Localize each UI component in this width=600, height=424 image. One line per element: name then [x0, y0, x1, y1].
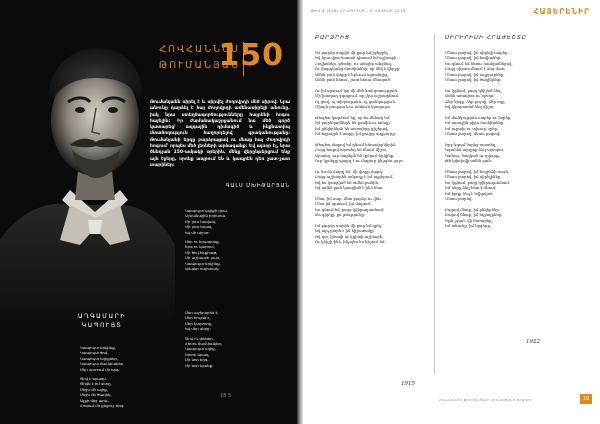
stanza: [185, 208, 228, 235]
stanza: [80, 376, 124, 408]
stanza: [315, 142, 430, 164]
poem-line: Ու մարդկանց ճամփաներ, որ մեկ է վերջը։: [315, 66, 401, 71]
poem-line: Իմ մանկության սարեր ու ձորեր,: [445, 114, 512, 120]
poem-line: Մնաս բարով, իմ աղբյուրներ,: [445, 71, 505, 77]
poem-2: [445, 36, 585, 234]
poem-line: Իմ բարձր սարին մի քար եմ իջեցրել,: [315, 49, 389, 55]
poem-line: Ձեր երգը, ձեր լույսը, ձեր օդը,: [445, 98, 506, 104]
poem-line: Մնաս բարով, մնաս բարով։: [445, 131, 501, 136]
poem-line: Թեպետ կարծում եք, որ ես մենակ եմ,: [315, 114, 391, 120]
poem-line: Եվ կկարոտեմ ձեզ միշտ։: [445, 104, 495, 109]
poem-line: Մեջս մի ալիք,: [80, 386, 108, 392]
poem-line: Հովիտներ, գետեր, ու ամպեր անցնող,: [315, 60, 393, 66]
left-poem-column-2: [185, 208, 228, 275]
issue-line: ԹԻՎ 4 (128) 27 ԱՊՐԻԼԻ – 5 ՄԱՅԻՍԻ 2019: [311, 9, 406, 13]
poem-line: Մի լուռ նավակ,: [185, 218, 217, 224]
left-poem-column-3: [185, 310, 222, 372]
poem-line: Կապույտ ալիքի վրա,: [185, 208, 229, 213]
poem-line: Հոգում մի քնքուշ երգ։: [80, 403, 125, 409]
poem-line: Եվ նրա վրա նստած դիտում եմ աշխարհ,: [315, 55, 398, 60]
poem-line: Ով գա, կնստի ու կդիտի աշխարհ,: [315, 233, 384, 239]
left-page-number: 18 5: [220, 393, 232, 399]
poem-line: Մի լուռ երազ,: [185, 224, 213, 230]
poem-line: Ամեն բան փոքր է երևում այստեղից,: [315, 71, 389, 77]
poem-line: Մի աշխարհ լույս,: [185, 255, 221, 261]
poem-line: Մի խաղաղ զգացում, որ չկա աշխարհում,: [315, 93, 400, 98]
poem-line: Մեր հույսն է,: [185, 315, 211, 321]
poem-line: Ուր կյանքը պարզ է ու մաքուր ինչպես լույս։: [315, 158, 404, 163]
poem-line: Կապույտ ծով,: [80, 350, 109, 356]
poem-line: Իմ առաջին սիրո ճամփաներ,: [445, 120, 505, 125]
poem-line: Ես կգնամ, բայց կհիշեմ ձեզ,: [445, 87, 502, 93]
stanza: [445, 142, 585, 164]
stanza: [315, 50, 430, 83]
poem-line: Մնաս բարով։: [445, 196, 473, 201]
poem-line: Իմ ընկերներն են աստղերը գիշերով,: [315, 125, 389, 131]
stanza: [445, 115, 585, 137]
poem-line: Իմ ուրախ ու տխուր օրեր,: [445, 125, 499, 131]
poem-line: Բարով մնաք, իմ եղբայրներ,: [445, 212, 503, 217]
poem-line: Մնաս բարով, իմ հովիտներ,: [445, 55, 502, 60]
poem-line: Ու կհիշի ինձ, ինչպես ես հիշում եմ։: [315, 239, 386, 244]
poem-line: Մնաս բարով, իմ ծաղիկներ։: [445, 77, 502, 82]
poem-2-year: 1922: [526, 339, 540, 345]
poem-line: Քո գիրկը, քո լռությունը։: [315, 212, 366, 217]
poem-line: Աշնանային իրիկուն,: [185, 213, 227, 219]
intro-paragraph: Թումանյանն սիրել է և սիրվել ժողովրդի մեծ սիրով։ Նրա անունը դարձել է հայ ժողովրդի ամենասիրելի անունը, իսկ նրա ստեղծագործությունները հայրենի հոգու հայելին։ Իր ժամանակաշրջանում նա մեծ գործ կատարեց՝ ազգային դիմագիծ և ինքնատիպ մտածողություն հաղորդելով գրականությանը։ Թումանյանի երգը բարձրացավ ու մնաց հայ ժողովրդի հոգում՝ որպես մեծ լեռների արձագանք։ Եվ այսօր էլ, նրա ծննդյան 150-ամյակի օրերին, մենք վերընթերցում ենք այն էջերը, որոնք ապրում են և կապրեն դեռ շատ-շատ տարիներ։: [150, 100, 290, 168]
poem-line: Բայց աշխարհն ամբողջ է իմ աչքերում,: [315, 174, 394, 179]
poem-line: Մի ծով հեքիաթ,: [185, 249, 218, 255]
column-divider: [434, 34, 435, 374]
poem-line: Եվ մի սիրտ։: [185, 229, 210, 235]
poem-line: Եթե չգամ, մի մոռացեք,: [445, 217, 493, 223]
stanza: [315, 169, 430, 191]
poem-line: Մի նոր կյանք։: [185, 362, 214, 368]
poem-line: Եվ ես կապված եմ ամեն բանին,: [315, 179, 380, 185]
anniversary-number: 150: [218, 38, 284, 73]
poem-1: [315, 36, 430, 250]
poem-line: Ամեն առավոտ ու երեկո,: [445, 93, 495, 98]
poem-1-title: ԲԱՐՁՐԻՑ: [315, 35, 350, 41]
poem-line: Թե կփոխվի ամեն բան։: [445, 158, 493, 163]
poem-line: Ես գնում եմ, բայց կվերադառնամ,: [315, 206, 385, 212]
poem-line: Իմ սերը ձեզ հետ է մնում,: [445, 185, 497, 190]
poem-line: Թեպետ մտքով եմ գնում հեռավորներին,: [315, 141, 397, 147]
poem-line: Ամպեր սպիտակ։: [185, 266, 220, 272]
poem-line: Կգտնեմ արդյոք ձեզ այսպես,: [445, 147, 505, 152]
stanza: [445, 88, 585, 110]
poem-line: Իմ եղբայրն է սարը, իմ քույրը աղբյուրը։: [315, 131, 397, 136]
book-gutter: [297, 0, 303, 424]
poem-line: Եվ ամեն բան կապված է ինձ հետ։: [315, 185, 384, 190]
poem-line: Ու ես մի մարդ եմ, մի փոքր մարդ,: [315, 168, 384, 174]
poem-line: Մնա իմ սրտում, իմ մտքում,: [315, 201, 372, 206]
poem-line: Ես գնում եմ հեռու ճամփաներով,: [445, 60, 513, 66]
poem-line: Մնա, իմ սար, մնա բարձր ու վեհ,: [315, 195, 382, 201]
poem-line: Մեր աշխարհն է,: [185, 310, 219, 315]
left-poem-title: [72, 312, 132, 330]
stanza: [445, 207, 585, 229]
stanza: [185, 336, 222, 368]
poem-line: Մնաս բարով, իմ սիրելիներ,: [445, 174, 502, 179]
stanza: [315, 115, 430, 137]
poem-line: Ոչ ցավ, ոչ տխրություն, ոչ ցանկություն,: [315, 98, 397, 104]
poem-line: Ու իմ սրտում կա մի մեծ հանգստություն,: [315, 87, 399, 93]
poem-line: Կապույտ երկինք,: [80, 345, 116, 350]
poem-line: Երգ ու կարոտ,: [185, 244, 215, 250]
poem-line: Մեր կարոտը,: [185, 320, 213, 326]
header-title-line: ԹՈՒՄԱՆՅԱՆ: [158, 60, 240, 71]
author-portrait: [0, 0, 175, 330]
poem-line: Կապույտ ալիքներ,: [80, 355, 119, 361]
poem-line: Կապույտ ալիք,: [185, 346, 216, 352]
stanza: [185, 239, 228, 271]
poem-line: Ծով ու լեռներ,: [185, 335, 214, 341]
stanza: [445, 50, 585, 83]
poem-line: Իմ բարեկամներն են քամին ու ամպը,: [315, 120, 391, 125]
poem-line: Ծովն է իմ սերը,: [80, 381, 112, 387]
poem-line: Իմ բարձր սարին մի քար եմ դրել,: [315, 222, 383, 228]
poem-line: Հեռու ճամփաներ,: [185, 341, 223, 347]
stanza: [315, 196, 430, 218]
poem-line: Միայն լռություն ու անհուն կապույտ։: [315, 104, 391, 109]
poem-line: Աչքի մեջ արև,: [80, 397, 110, 403]
poem-line: Երբ կգամ նորից այստեղ,: [445, 141, 497, 147]
poem-line: Իմ երգը ձեզ է նվիրված,: [445, 190, 494, 196]
stanza: [315, 88, 430, 110]
poem-line: Եվ մեր սերը։: [185, 326, 211, 332]
left-poem-title-line: ԿԱՊՈՒՅՏ: [81, 322, 123, 329]
magazine-logo: ՀԱՅԵՐԵՆԻՐ: [533, 7, 590, 16]
header-title-line: ՀՈՎՀԱՆՆԵՍ: [159, 44, 240, 55]
poem-line: Մեր սրտում մի երգ։: [80, 366, 120, 372]
poem-line: Իմ անունը, իմ երգերը։: [445, 223, 492, 228]
poem-line: Կապույտ երկինք,: [185, 260, 221, 266]
poem-1-year: 1915: [401, 381, 415, 387]
poem-1-body: [315, 50, 430, 245]
intro-author: ԳԱԼՍ ՄԽԻԹԱՐՅԱՆ: [225, 183, 290, 189]
poem-2-body: [445, 50, 585, 229]
stanza: [80, 345, 124, 372]
left-poem-title-line: ԱՂԳԱՄԱՐԻ: [78, 313, 126, 320]
poem-2-title: ՍԻՐԻՐԻՍԻ ՀՐԱԺԵՇՏԸ: [445, 35, 527, 41]
right-page: [301, 0, 600, 424]
poem-line: Մնաս բարով, իմ սիրելի սարեր,: [445, 49, 509, 55]
poem-line: Բարով մնաք, իմ ընկերներ,: [445, 206, 501, 212]
poem-line: Բայց սիրտս մնում է ձեզ մոտ։: [445, 66, 506, 71]
poem-line: Մնաս բարով, իմ հայրենի տուն,: [445, 168, 510, 174]
poem-line: Սրտի երազ,: [185, 351, 210, 357]
page-footer: ՀՈՎՀԱՆՆԵՍ ԹՈՒՄԱՆՅԱՆԻ 150-ԱՄՅԱԿԻ ԾՐԱԳԻՐ: [439, 398, 533, 402]
poem-line: Մի նոր երգ,: [185, 357, 209, 363]
poem-line: Սեր ու երազանք,: [185, 239, 220, 245]
right-page-number: 19: [580, 394, 592, 404]
stanza: [185, 310, 222, 332]
poem-line: Այստեղ, ուր սարերն են գրկում երկինք,: [315, 152, 395, 158]
poem-line: Մեջս մի ծաղիկ,: [80, 392, 112, 398]
poem-line: Կապույտ ճամփաներ,: [80, 361, 125, 367]
poem-line: Ես կգնամ, բայց կվերադառնամ,: [445, 179, 510, 185]
poem-line: Ծով է երազս,: [80, 376, 107, 382]
poem-line: Բայց հոգով այստեղ եմ մնում միշտ,: [315, 147, 388, 152]
poem-line: Եվ այդ քարն է իմ հիշատակը,: [315, 228, 375, 233]
anniversary-header: [150, 38, 290, 88]
poem-line: Կանաչ, ծաղկած ու զվարթ,: [445, 152, 501, 158]
poem-line: Ամեն բան հեռու, շատ հեռու մնացած։: [315, 77, 392, 82]
stanza: [445, 169, 585, 202]
stanza: [315, 223, 430, 245]
left-poem-column-1: [80, 345, 124, 412]
